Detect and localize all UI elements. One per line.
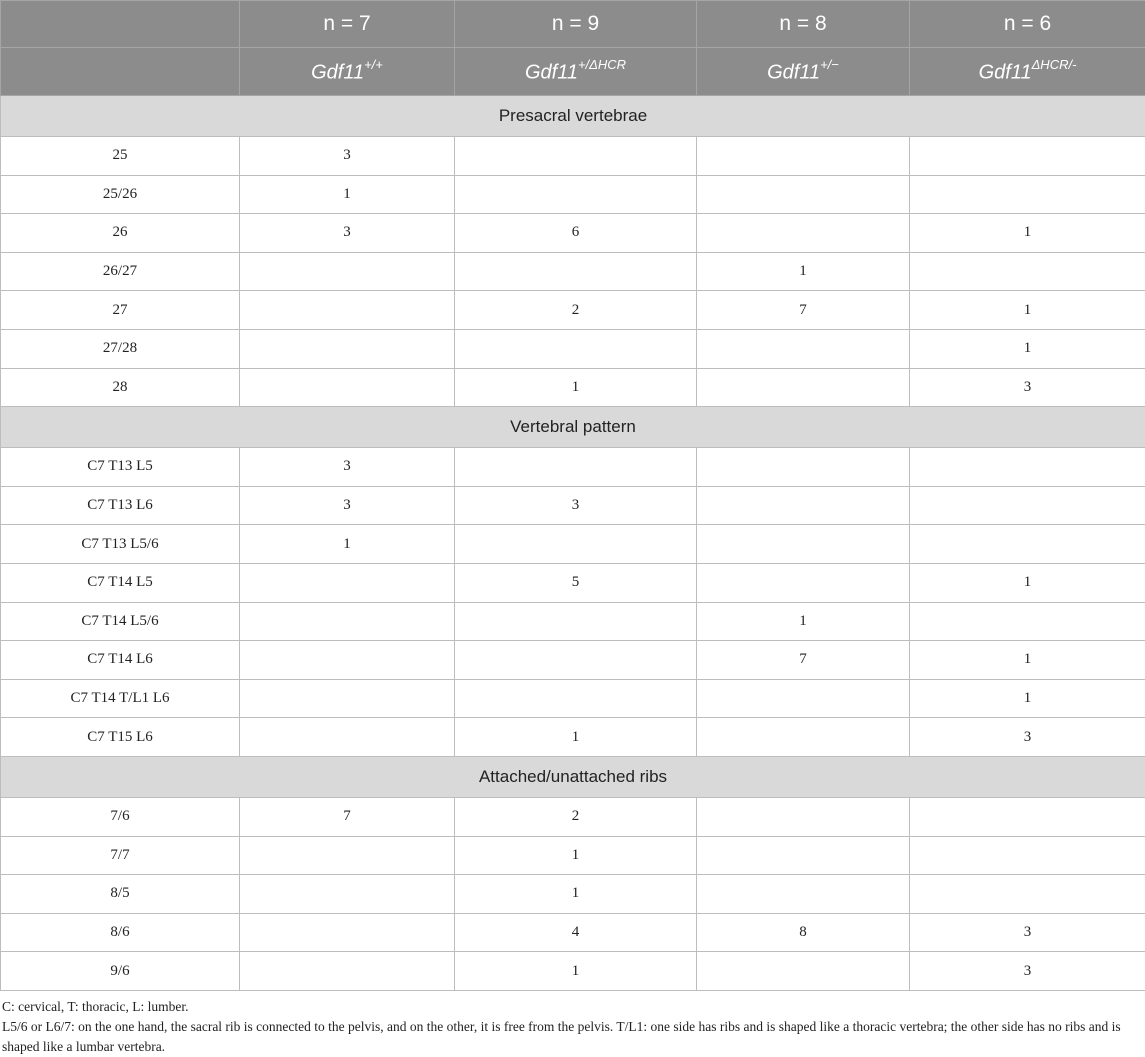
header-row-genotypes [1, 48, 1145, 96]
genotype-gene: Gdf11 [311, 61, 364, 83]
row-label: 7/7 [1, 836, 240, 875]
count-cell: 3 [240, 486, 455, 525]
count-cell [455, 137, 697, 176]
count-cell [910, 175, 1145, 214]
count-cell [455, 329, 697, 368]
count-cell [697, 448, 910, 487]
table-row [1, 836, 1145, 875]
table-row [1, 448, 1145, 487]
count-cell [240, 952, 455, 991]
count-cell: 3 [910, 718, 1145, 757]
table-row [1, 563, 1145, 602]
count-cell [240, 602, 455, 641]
row-label: 26/27 [1, 252, 240, 291]
table-row [1, 368, 1145, 407]
count-cell [240, 641, 455, 680]
count-cell [697, 175, 910, 214]
count-cell [697, 368, 910, 407]
header-genotype-wildtype [240, 48, 455, 96]
row-label: 7/6 [1, 797, 240, 836]
count-cell: 1 [910, 214, 1145, 253]
footnote-definitions: L5/6 or L6/7: on the one hand, the sacral rib is connected to the pelvis, and on the other, it is free from the pelvis. T/L1: one side has ribs and is shaped like a thoracic vertebra; the other side has no ribs and is shaped like a lumbar vertebra. [2, 1017, 1143, 1057]
count-cell: 1 [240, 175, 455, 214]
count-cell [910, 875, 1145, 914]
table-footnotes [0, 991, 1145, 1057]
count-cell [697, 329, 910, 368]
row-label: C7 T14 L5 [1, 563, 240, 602]
genotype-allele: ΔHCR/- [1032, 57, 1077, 72]
count-cell [697, 486, 910, 525]
table-row [1, 641, 1145, 680]
genotype-allele: +/+ [364, 57, 383, 72]
table-row [1, 137, 1145, 176]
row-label: 27 [1, 291, 240, 330]
table-row [1, 913, 1145, 952]
count-cell: 2 [455, 291, 697, 330]
section-header-row [1, 756, 1145, 797]
table-row [1, 875, 1145, 914]
count-cell [240, 875, 455, 914]
count-cell: 8 [697, 913, 910, 952]
count-cell [240, 913, 455, 952]
section-title: Vertebral pattern [1, 407, 1145, 448]
section-title: Presacral vertebrae [1, 96, 1145, 137]
table-row [1, 797, 1145, 836]
count-cell [455, 679, 697, 718]
count-cell [455, 602, 697, 641]
count-cell: 3 [455, 486, 697, 525]
header-n-wildtype: n = 7 [240, 1, 455, 48]
footnote-abbreviations: C: cervical, T: thoracic, L: lumber. [2, 997, 1143, 1017]
count-cell [240, 368, 455, 407]
count-cell [240, 679, 455, 718]
count-cell [697, 563, 910, 602]
count-cell [697, 679, 910, 718]
table-row [1, 329, 1145, 368]
table-row [1, 525, 1145, 564]
row-label: 9/6 [1, 952, 240, 991]
header-genotype-blank [1, 48, 240, 96]
count-cell: 2 [455, 797, 697, 836]
count-cell: 4 [455, 913, 697, 952]
table-row [1, 952, 1145, 991]
row-label: C7 T14 T/L1 L6 [1, 679, 240, 718]
count-cell [240, 291, 455, 330]
count-cell: 3 [910, 913, 1145, 952]
count-cell: 1 [455, 952, 697, 991]
table-row [1, 486, 1145, 525]
row-label: 25/26 [1, 175, 240, 214]
header-n-het-dhcr: n = 9 [455, 1, 697, 48]
count-cell: 1 [240, 525, 455, 564]
count-cell: 1 [455, 836, 697, 875]
count-cell [910, 252, 1145, 291]
count-cell: 7 [697, 291, 910, 330]
header-genotype-het-dhcr [455, 48, 697, 96]
count-cell [455, 525, 697, 564]
row-label: C7 T13 L6 [1, 486, 240, 525]
count-cell [697, 797, 910, 836]
count-cell [240, 836, 455, 875]
count-cell [240, 252, 455, 291]
count-cell [697, 836, 910, 875]
count-cell: 1 [455, 718, 697, 757]
count-cell: 5 [455, 563, 697, 602]
genotype-allele: +/− [820, 57, 839, 72]
genotype-allele: +/ΔHCR [578, 57, 626, 72]
header-genotype-dhcr-null [910, 48, 1145, 96]
count-cell [697, 718, 910, 757]
count-cell: 1 [697, 602, 910, 641]
count-cell: 3 [910, 368, 1145, 407]
row-label: 27/28 [1, 329, 240, 368]
genotype-gene: Gdf11 [767, 61, 820, 83]
table-row [1, 291, 1145, 330]
count-cell: 1 [697, 252, 910, 291]
table-body [1, 96, 1145, 991]
row-label: C7 T13 L5 [1, 448, 240, 487]
count-cell: 6 [455, 214, 697, 253]
count-cell [455, 175, 697, 214]
row-label: 8/5 [1, 875, 240, 914]
row-label: 28 [1, 368, 240, 407]
count-cell [455, 641, 697, 680]
section-header-row [1, 96, 1145, 137]
table-row [1, 718, 1145, 757]
count-cell [697, 875, 910, 914]
table-row [1, 175, 1145, 214]
row-label: C7 T13 L5/6 [1, 525, 240, 564]
count-cell [910, 448, 1145, 487]
count-cell: 1 [910, 563, 1145, 602]
table-header [1, 1, 1145, 96]
header-n-blank [1, 1, 240, 48]
row-label: 8/6 [1, 913, 240, 952]
count-cell: 1 [455, 368, 697, 407]
count-cell: 1 [910, 329, 1145, 368]
row-label: 26 [1, 214, 240, 253]
count-cell [910, 797, 1145, 836]
count-cell: 3 [240, 448, 455, 487]
count-cell: 3 [240, 137, 455, 176]
count-cell [910, 486, 1145, 525]
count-cell: 3 [240, 214, 455, 253]
row-label: C7 T14 L5/6 [1, 602, 240, 641]
header-row-counts [1, 1, 1145, 48]
count-cell [455, 448, 697, 487]
count-cell [455, 252, 697, 291]
count-cell: 7 [240, 797, 455, 836]
count-cell: 3 [910, 952, 1145, 991]
count-cell: 1 [910, 679, 1145, 718]
genotype-gene: Gdf11 [979, 61, 1032, 83]
table-row [1, 214, 1145, 253]
count-cell [697, 137, 910, 176]
row-label: 25 [1, 137, 240, 176]
count-cell [240, 718, 455, 757]
count-cell [910, 137, 1145, 176]
header-n-dhcr-null: n = 6 [910, 1, 1145, 48]
count-cell [910, 525, 1145, 564]
row-label: C7 T14 L6 [1, 641, 240, 680]
count-cell [240, 563, 455, 602]
table-row [1, 602, 1145, 641]
count-cell [910, 836, 1145, 875]
section-title: Attached/unattached ribs [1, 756, 1145, 797]
count-cell: 7 [697, 641, 910, 680]
header-genotype-het-null [697, 48, 910, 96]
count-cell [697, 952, 910, 991]
table-row [1, 252, 1145, 291]
genotype-gene: Gdf11 [525, 61, 578, 83]
count-cell [240, 329, 455, 368]
section-header-row [1, 407, 1145, 448]
count-cell: 1 [455, 875, 697, 914]
header-n-het-null: n = 8 [697, 1, 910, 48]
count-cell: 1 [910, 291, 1145, 330]
count-cell [910, 602, 1145, 641]
row-label: C7 T15 L6 [1, 718, 240, 757]
table-row [1, 679, 1145, 718]
count-cell [697, 525, 910, 564]
count-cell: 1 [910, 641, 1145, 680]
count-cell [697, 214, 910, 253]
